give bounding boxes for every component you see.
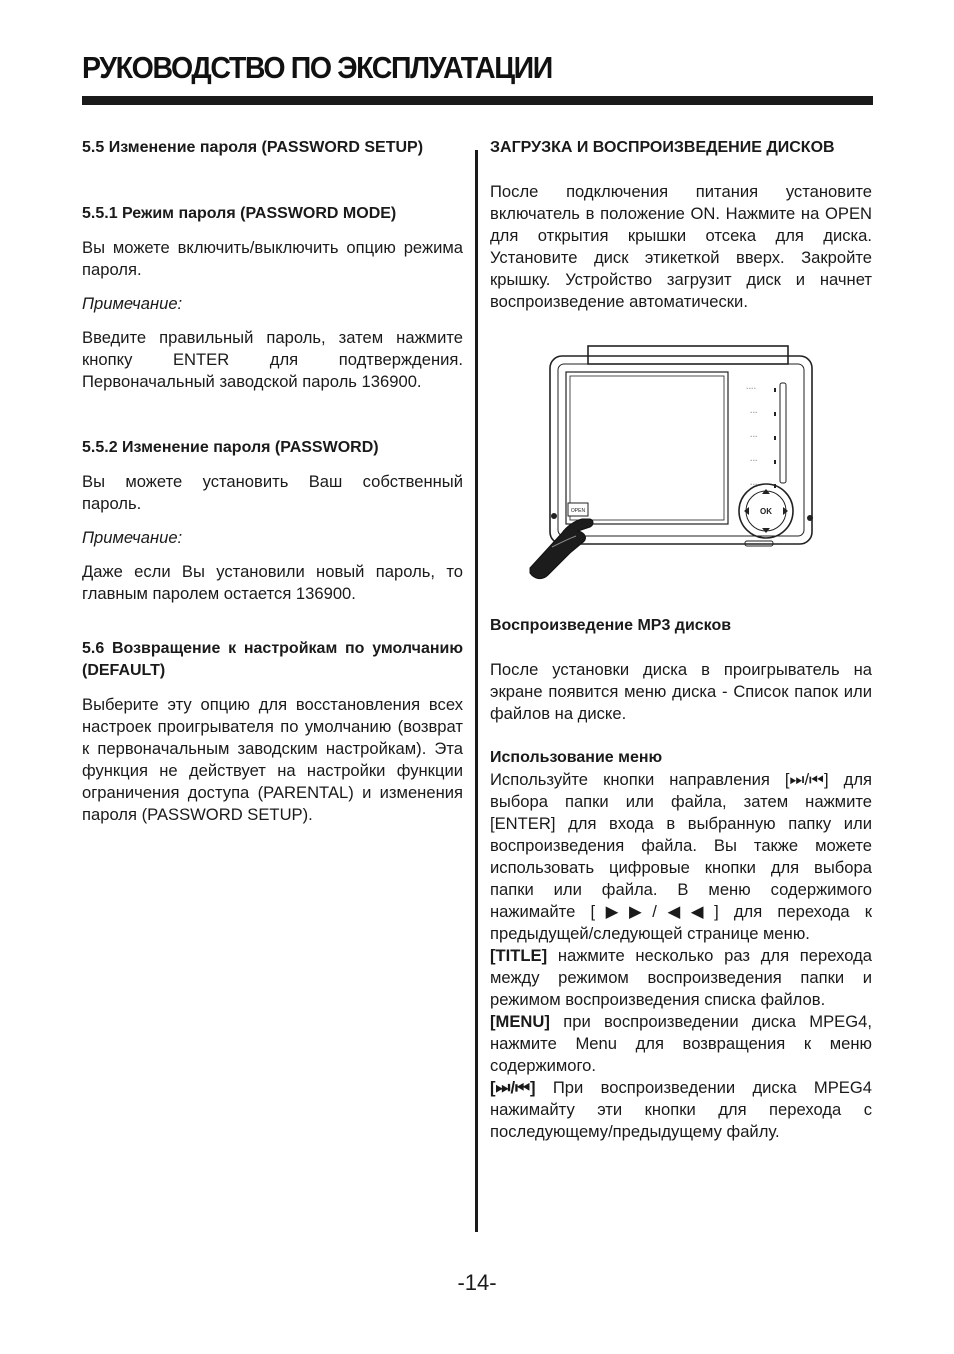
section-5-6-title: 5.6 Возвращение к настройкам по умолчанию (DEFAULT) xyxy=(82,640,463,679)
section-5-6-text: Выберите эту опцию для восстановления всех настроек проигрывателя по умолчанию (возврат к первоначальным заводским настройкам). Эта функция не действует на настройки функции ограничения доступа (PARENTAL) и изменения пароля (PASSWORD SETUP). xyxy=(82,695,463,824)
menu-key-label: [MENU] xyxy=(490,1012,550,1031)
dvd-player-drawing xyxy=(490,343,872,593)
pressing-finger-icon xyxy=(530,519,593,579)
section-5-5-1-note-text: Введите правильный пароль, затем нажмите кнопку ENTER для подтверждения. Первоначальный заводской пароль 136900. xyxy=(82,328,463,391)
column-divider xyxy=(475,150,478,1232)
player-screen xyxy=(566,372,728,524)
left-column xyxy=(82,137,463,826)
section-5-5-2-title: 5.5.2 Изменение пароля (PASSWORD) xyxy=(82,439,379,456)
svg-text:⁃⁃⁃: ⁃⁃⁃ xyxy=(750,434,758,440)
title-key-text: нажмите несколько раз для перехода между режимом воспроизведения папки и режимом воспроизведения списка файлов. xyxy=(490,946,872,1009)
section-5-5-1-title: 5.5.1 Режим пароля (PASSWORD MODE) xyxy=(82,205,397,222)
page-header-title: РУКОВОДСТВО ПО ЭКСПЛУАТАЦИИ xyxy=(82,50,552,85)
header-rule xyxy=(82,96,873,105)
menu-usage-text: Используйте кнопки направления [⏭/⏮] для выбора папки или файла, затем нажмите [ENTER] для входа в выбранную папку или воспроизведения файла. Вы также можете использовать цифровые кнопки для выбора папки или файла. В меню содержимого нажимайте [▶▶/◀◀] для перехода к предыдущей/следующей странице меню. xyxy=(490,770,872,943)
menu-key-paragraph xyxy=(490,1011,872,1077)
skip-key-label: [⏭/⏮] xyxy=(490,1078,536,1097)
section-5-5-title: 5.5 Изменение пароля (PASSWORD SETUP) xyxy=(82,139,424,156)
section-5-5-1-text: Вы можете включить/выключить опцию режима пароля. xyxy=(82,238,463,279)
title-key-paragraph xyxy=(490,945,872,1011)
player-hinge xyxy=(588,346,788,364)
menu-key-text: при воспроизведении диска MPEG4, нажмите Menu для возвращения к меню содержимого. xyxy=(490,1012,872,1075)
player-body xyxy=(550,356,812,544)
disc-loading-title: ЗАГРУЗКА И ВОСПРОИЗВЕДЕНИЕ ДИСКОВ xyxy=(490,139,835,156)
svg-text:⁃⁃⁃⁃: ⁃⁃⁃⁃ xyxy=(746,386,756,392)
mp3-playback-title: Воспроизведение MP3 дисков xyxy=(490,617,732,634)
disc-loading-text: После подключения питания установите включатель в положение ON. Нажмите на OPEN для открытия крышки отсека для диска. Установите диск этикеткой вверх. Закройте крышку. Устройство загрузит диск и начнет воспроизведение автоматически. xyxy=(490,182,872,311)
skip-key-text: При воспроизведении диска MPEG4 нажимайту эти кнопки для перехода с последующему/предыдущему файлу. xyxy=(490,1078,872,1141)
svg-text:⁃⁃⁃: ⁃⁃⁃ xyxy=(750,458,758,464)
menu-usage-title: Использование меню xyxy=(490,749,663,766)
mp3-playback-text: После установки диска в проигрыватель на экране появится меню диска - Список папок или файлов на диске. xyxy=(490,660,872,723)
svg-text:⁃⁃⁃: ⁃⁃⁃ xyxy=(750,410,758,416)
section-5-5-2-text: Вы можете установить Ваш собственный пароль. xyxy=(82,472,463,513)
player-illustration xyxy=(490,343,872,593)
section-5-5-2-note-label: Примечание: xyxy=(82,528,183,547)
skip-key-paragraph xyxy=(490,1077,872,1143)
title-key-label: [TITLE] xyxy=(490,946,548,965)
ok-button-label: OK xyxy=(760,507,772,516)
page-number: -14- xyxy=(457,1270,497,1295)
svg-text:⁃⁃⁃: ⁃⁃⁃ xyxy=(750,482,758,488)
open-button-label: OPEN xyxy=(570,508,586,514)
section-5-5-2-note-text: Даже если Вы установили новый пароль, то главным паролем остается 136900. xyxy=(82,562,463,603)
right-column xyxy=(490,137,872,1143)
section-5-5-1-note-label: Примечание: xyxy=(82,294,183,313)
